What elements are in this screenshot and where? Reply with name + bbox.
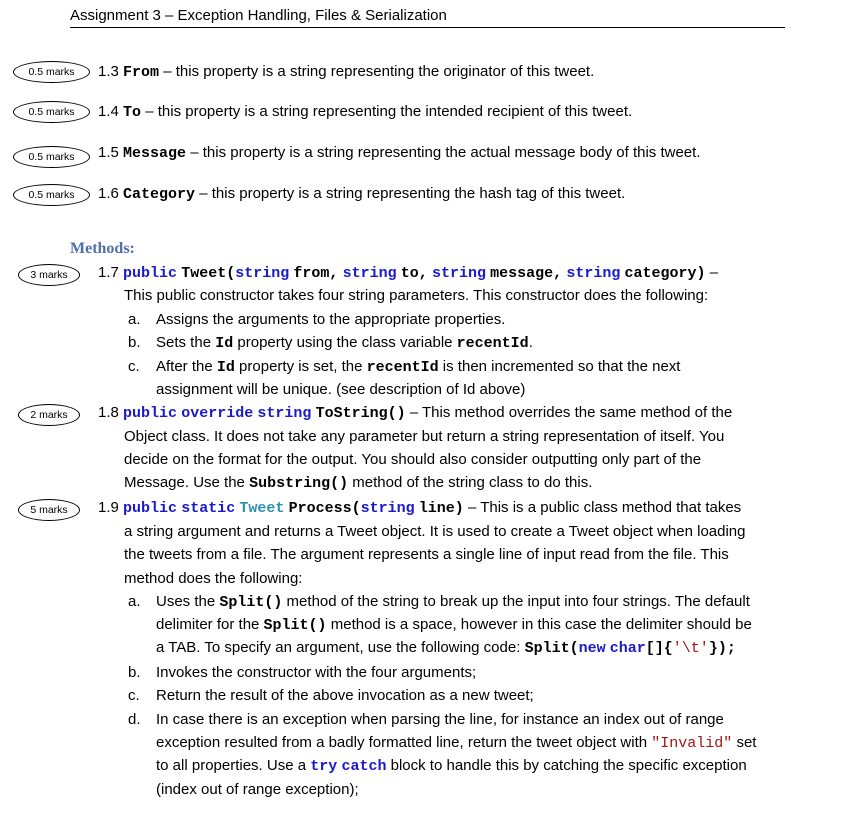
method-constructor-signature: 1.7 public Tweet(string from, string to, string message, string category) – (98, 264, 719, 282)
list-item: Invokes the constructor with the four arguments; (156, 664, 477, 681)
list-label: a. (128, 311, 141, 328)
paragraph-line: a string argument and returns a Tweet object. It is used to create a Tweet object when loading (124, 523, 746, 540)
list-label: b. (128, 664, 141, 681)
marks-badge: 3 marks (18, 264, 80, 286)
list-label: d. (128, 711, 141, 728)
paragraph-line: Message. Use the Substring() method of the string class to do this. (124, 474, 593, 492)
list-label: b. (128, 334, 141, 351)
property-from: 1.3 From – this property is a string representing the originator of this tweet. (98, 63, 595, 81)
list-item-continuation: delimiter for the Split() method is a space, however in this case the delimiter should be (156, 616, 752, 634)
list-item: After the Id property is set, the recentId is then incremented so that the next (156, 358, 681, 376)
list-item: Assigns the arguments to the appropriate properties. (156, 311, 506, 328)
paragraph-line: decide on the format for the output. You should also consider outputting only part of the (124, 451, 702, 468)
list-item: In case there is an exception when parsing the line, for instance an index out of range (156, 711, 724, 728)
marks-badge: 2 marks (18, 404, 80, 426)
marks-badge: 0.5 marks (13, 146, 90, 168)
paragraph-line: This public constructor takes four string parameters. This constructor does the following: (124, 287, 709, 304)
header-title: Assignment 3 – Exception Handling, Files & Serialization (70, 7, 447, 24)
list-item-continuation: assignment will be unique. (see description of Id above) (156, 381, 526, 398)
list-label: c. (128, 358, 140, 375)
list-label: a. (128, 593, 141, 610)
property-message: 1.5 Message – this property is a string representing the actual message body of this tweet. (98, 144, 701, 162)
list-item-continuation: exception resulted from a badly formatted line, return the tweet object with "Invalid" set (156, 734, 757, 752)
page-header (70, 6, 785, 28)
list-label: c. (128, 687, 140, 704)
method-process-signature: 1.9 public static Tweet Process(string line) – This is a public class method that takes (98, 499, 742, 517)
property-to: 1.4 To – this property is a string representing the intended recipient of this tweet. (98, 103, 633, 121)
marks-badge: 0.5 marks (13, 101, 90, 123)
paragraph-line: method does the following: (124, 570, 303, 587)
method-tostring-signature: 1.8 public override string ToString() – This method overrides the same method of the (98, 404, 733, 422)
list-item: Sets the Id property using the class variable recentId. (156, 334, 533, 352)
methods-heading: Methods: (70, 240, 135, 257)
marks-badge: 0.5 marks (13, 184, 90, 206)
marks-badge: 0.5 marks (13, 61, 90, 83)
list-item: Return the result of the above invocation as a new tweet; (156, 687, 534, 704)
list-item: Uses the Split() method of the string to break up the input into four strings. The default (156, 593, 750, 611)
paragraph-line: Object class. It does not take any parameter but return a string representation of itself. You (124, 428, 725, 445)
marks-badge: 5 marks (18, 499, 80, 521)
list-item-continuation: a TAB. To specify an argument, use the following code: Split(new char[]{'\t'}); (156, 639, 736, 657)
list-item-continuation: (index out of range exception); (156, 781, 359, 798)
paragraph-line: the tweets from a file. The argument represents a single line of input read from the file. This (124, 546, 729, 563)
list-item-continuation: to all properties. Use a try catch block to handle this by catching the specific exception (156, 757, 747, 775)
property-category: 1.6 Category – this property is a string representing the hash tag of this tweet. (98, 185, 626, 203)
